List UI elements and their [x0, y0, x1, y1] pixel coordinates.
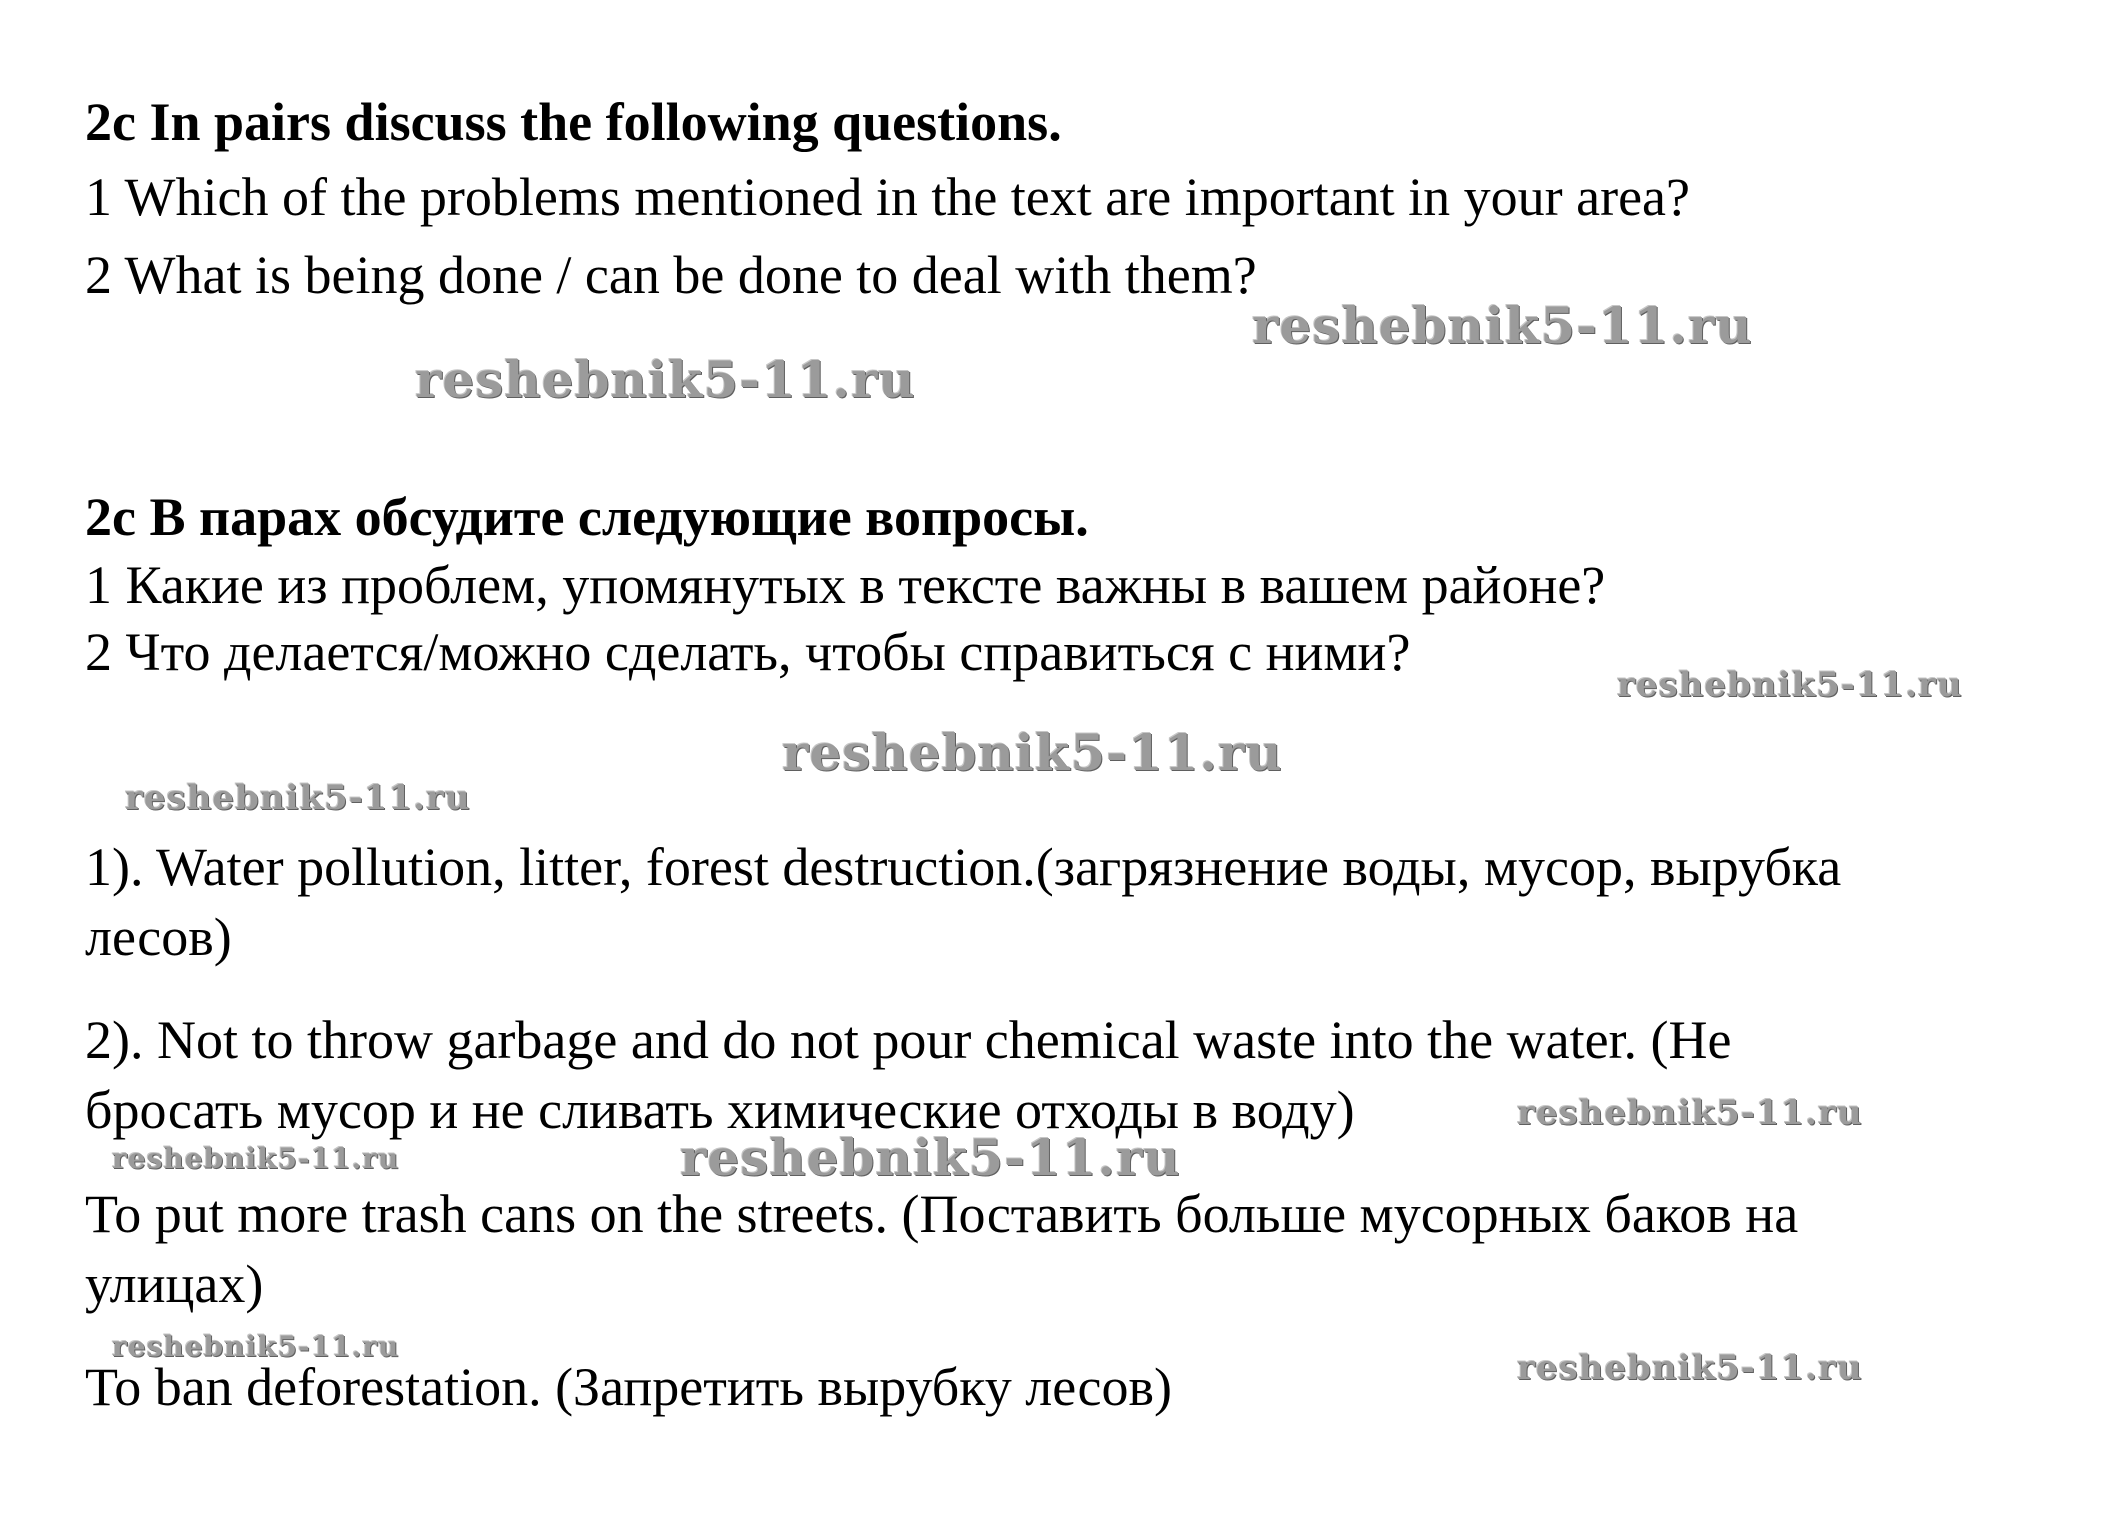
- answer-3-line-1: To put more trash cans on the streets. (Поставить больше мусорных баков на: [85, 1184, 1799, 1244]
- watermark: reshebnik5-11.ru: [415, 350, 916, 409]
- answer-3-line-2: улицах): [85, 1254, 264, 1314]
- answer-2-line-1: 2). Not to throw garbage and do not pour chemical waste into the water. (Не: [85, 1010, 1732, 1070]
- watermark: reshebnik5-11.ru: [1517, 1093, 1863, 1133]
- question-2-en: 2 What is being done / can be done to deal with them?: [85, 245, 1257, 305]
- watermark: reshebnik5-11.ru: [112, 1330, 400, 1363]
- watermark: reshebnik5-11.ru: [125, 778, 471, 818]
- task-heading-en: 2c In pairs discuss the following questions.: [85, 92, 1062, 152]
- watermark: reshebnik5-11.ru: [1517, 1348, 1863, 1388]
- watermark: reshebnik5-11.ru: [782, 723, 1283, 782]
- question-1-en: 1 Which of the problems mentioned in the text are important in your area?: [85, 167, 1690, 227]
- task-heading-ru: 2с В парах обсудите следующие вопросы.: [85, 487, 1089, 547]
- watermark: reshebnik5-11.ru: [680, 1128, 1181, 1187]
- answer-1-line-1: 1). Water pollution, litter, forest destruction.(загрязнение воды, мусор, вырубка: [85, 837, 1842, 897]
- answer-1-line-2: лесов): [85, 907, 232, 967]
- question-2-ru: 2 Что делается/можно сделать, чтобы справиться с ними?: [85, 622, 1411, 682]
- watermark: reshebnik5-11.ru: [1617, 665, 1963, 705]
- watermark: reshebnik5-11.ru: [1252, 296, 1753, 355]
- watermark: reshebnik5-11.ru: [112, 1142, 400, 1175]
- answer-2-line-2: бросать мусор и не сливать химические отходы в воду): [85, 1080, 1355, 1140]
- question-1-ru: 1 Какие из проблем, упомянутых в тексте важны в вашем районе?: [85, 555, 1606, 615]
- answer-4-line-1: To ban deforestation. (Запретить вырубку лесов): [85, 1357, 1172, 1417]
